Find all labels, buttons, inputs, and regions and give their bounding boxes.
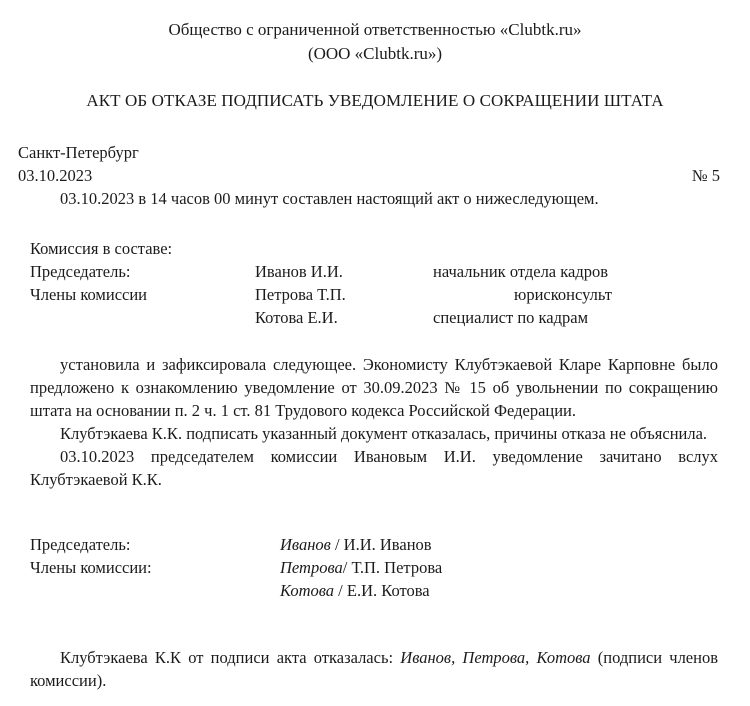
commission-name: Петрова Т.П. [255, 285, 346, 304]
commission-block [0, 237, 750, 329]
document-title: АКТ ОБ ОТКАЗЕ ПОДПИСАТЬ УВЕДОМЛЕНИЕ О СОКРАЩЕНИИ ШТАТА [86, 91, 664, 110]
table-row [30, 533, 442, 556]
organization-short-name: (ООО «Clubtk.ru») [307, 44, 443, 63]
signature-table [30, 533, 442, 602]
signature-value [280, 533, 442, 556]
document-intro-block [0, 187, 750, 210]
commission-name: Иванов И.И. [255, 262, 343, 281]
commission-role: Члены комиссии [30, 285, 148, 304]
closing-block [0, 646, 750, 692]
organization-header [0, 0, 750, 66]
handwritten-signature: Иванов [280, 535, 331, 554]
signature-separator: / [334, 581, 347, 600]
organization-full-name: Общество с ограниченной ответственностью «Clubtk.ru» [168, 20, 582, 39]
signature-separator: / [342, 558, 352, 577]
signature-decoded-name: Е.И. Котова [346, 581, 430, 600]
table-row [30, 260, 693, 283]
document-number: № 5 [691, 166, 720, 185]
document-city: Санкт-Петербург [18, 143, 139, 162]
commission-name: Котова Е.И. [255, 308, 338, 327]
commission-position: специалист по кадрам [433, 308, 589, 327]
closing-paragraph [30, 646, 718, 692]
commission-position: начальник отдела кадров [433, 262, 609, 281]
closing-signatures: Иванов, Петрова, Котова [400, 648, 591, 667]
statement-paragraph-1: установила и зафиксировала следующее. Экономисту Клубтэкаевой Кларе Карповне было предложено к ознакомлению уведомление от 30.09.2023 № 15 об увольнении по сокращению штата на основании п. 2 ч. 1 ст. 81 Трудового кодекса Российской Федерации. [30, 355, 718, 420]
commission-table [30, 260, 693, 329]
signature-value [280, 579, 442, 602]
signature-block [0, 533, 750, 602]
document-date: 03.10.2023 [18, 166, 93, 185]
table-row [30, 306, 693, 329]
statement-paragraph-3: 03.10.2023 председателем комиссии Ивановым И.И. уведомление зачитано вслух Клубтэкаевой К.К. [30, 447, 718, 489]
signature-decoded-name: И.И. Иванов [343, 535, 432, 554]
statement-paragraph-2: Клубтэкаева К.К. подписать указанный документ отказалась, причины отказа не объяснила. [60, 424, 708, 443]
handwritten-signature: Петрова [280, 558, 343, 577]
signature-role [30, 579, 280, 602]
commission-role [30, 306, 255, 329]
document-meta-row [18, 164, 720, 187]
signature-value [280, 556, 442, 579]
commission-caption: Комиссия в составе: [30, 239, 173, 258]
table-row [30, 579, 442, 602]
statement-block [0, 353, 750, 491]
document-meta [0, 141, 750, 187]
handwritten-signature: Котова [280, 581, 335, 600]
signature-separator: / [330, 535, 344, 554]
commission-role: Председатель: [30, 262, 131, 281]
table-row [30, 556, 442, 579]
signature-role: Председатель: [30, 535, 131, 554]
closing-suffix: (подписи членов комиссии). [30, 648, 718, 690]
document-intro: 03.10.2023 в 14 часов 00 минут составлен настоящий акт о нижеследующем. [60, 189, 599, 208]
signature-decoded-name: Т.П. Петрова [351, 558, 443, 577]
table-row [30, 283, 693, 306]
commission-position: юрисконсульт [514, 285, 612, 304]
closing-prefix: Клубтэкаева К.К от подписи акта отказалась: [60, 648, 401, 667]
signature-role: Члены комиссии: [30, 558, 152, 577]
